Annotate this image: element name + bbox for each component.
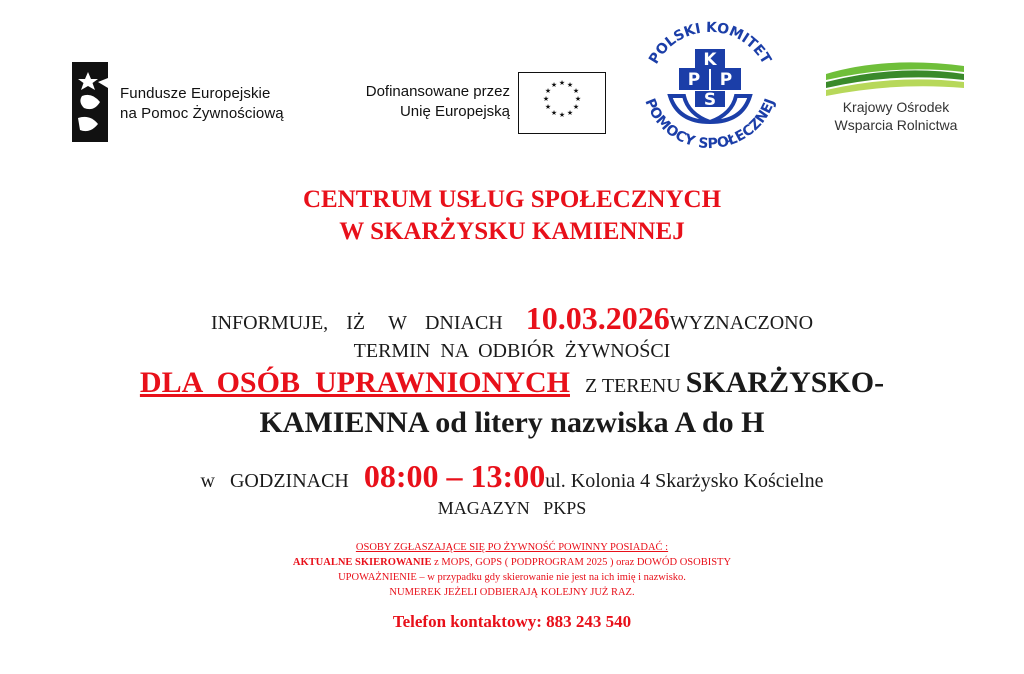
kowr-fields-icon [826,60,966,96]
announcement-line3 [0,366,1024,400]
intro-c: W [388,312,407,334]
fundusze-europejskie-logo [68,62,318,142]
pkps-bottom-text: POMOCY SPOŁECZNEJ [641,96,779,153]
designated-text: WYZNACZONO [669,312,814,334]
town-name-a: SKARŻYSKO- [685,366,885,399]
notice-line2-rest: z MOPS, GOPS ( PODPROGRAM 2025 ) oraz DOWÓD OSOBISTY [431,557,732,568]
svg-text:★: ★ [544,103,552,111]
notice-line3: UPOWAŻNIENIE – w przypadku gdy skierowanie nie jest na ich imię i nazwisko. [338,572,686,583]
fundusze-europejskie-flag-icon [68,62,112,142]
svg-text:K: K [703,50,717,70]
heading-line1: CENTRUM USŁUG SPOŁECZNYCH [302,186,722,213]
kowr-logo-line1: Krajowy Ośrodek [842,99,950,115]
hours-line [0,458,1024,495]
from-area-text: Z TERENU [584,375,681,397]
notice-line1: OSOBY ZGŁASZAJĄCE SIĘ PO ŻYWNOŚĆ POWINNY POSIADAĆ : [355,542,669,553]
heading-line2: W SKARŻYSKU KAMIENNEJ [339,218,685,245]
kowr-logo [826,60,966,140]
eligible-persons-text: DLA OSÓB UPRAWNIONYCH [139,366,570,399]
svg-text:S: S [703,90,717,110]
svg-text:★: ★ [566,109,574,117]
eu-flag-icon [518,72,606,134]
svg-text:★: ★ [572,103,580,111]
eu-cofinanced-logo [340,72,610,134]
address-text: ul. Kolonia 4 Skarżysko Kościelne [545,470,824,492]
hours-b: GODZINACH [229,470,349,492]
svg-text:★: ★ [550,81,558,89]
svg-text:★: ★ [566,81,574,89]
svg-text:★: ★ [572,87,580,95]
hours-a: w [200,470,215,492]
notice-line4: NUMEREK JEŻELI ODBIERAJĄ KOLEJNY JUŻ RAZ. [389,587,635,598]
svg-text:★: ★ [550,109,558,117]
svg-text:★: ★ [558,79,566,87]
notice-line2 [0,555,1024,570]
announcement-line2: TERMIN NA ODBIÓR ŻYWNOŚCI [353,340,671,362]
contact-phone: Telefon kontaktowy: 883 243 540 [392,612,632,631]
svg-text:★: ★ [542,95,550,103]
ue-logo-line2: Unię Europejską [399,103,510,120]
svg-text:★: ★ [574,95,582,103]
fe-logo-line1: Fundusze Europejskie [120,85,271,102]
fe-logo-line2: na Pomoc Żywnościową [120,105,284,122]
distribution-date: 10.03.2026 [525,300,670,336]
intro-b: IŻ [346,312,366,334]
distribution-time: 08:00 – 13:00 [363,458,546,494]
svg-text:★: ★ [558,111,566,119]
pkps-logo [628,10,790,160]
svg-text:P: P [687,70,701,90]
ue-logo-line1: Dofinansowane przez [365,83,510,100]
intro-a: INFORMUJE, [210,312,329,334]
svg-text:★: ★ [544,87,552,95]
requirements-notice [0,540,1024,600]
town-name-b: KAMIENNA od litery nazwiska A do H [259,406,765,439]
warehouse-text: MAGAZYN PKPS [437,498,587,518]
svg-text:P: P [719,70,733,90]
pkps-top-text: POLSKI KOMITET [646,19,774,67]
pkps-emblem-icon [628,10,790,160]
notice-line2-bold: AKTUALNE SKIEROWANIE [292,557,432,568]
intro-d: DNIACH [424,312,503,334]
announcement-line1 [0,300,1024,337]
kowr-logo-line2: Wsparcia Rolnictwa [834,117,958,133]
